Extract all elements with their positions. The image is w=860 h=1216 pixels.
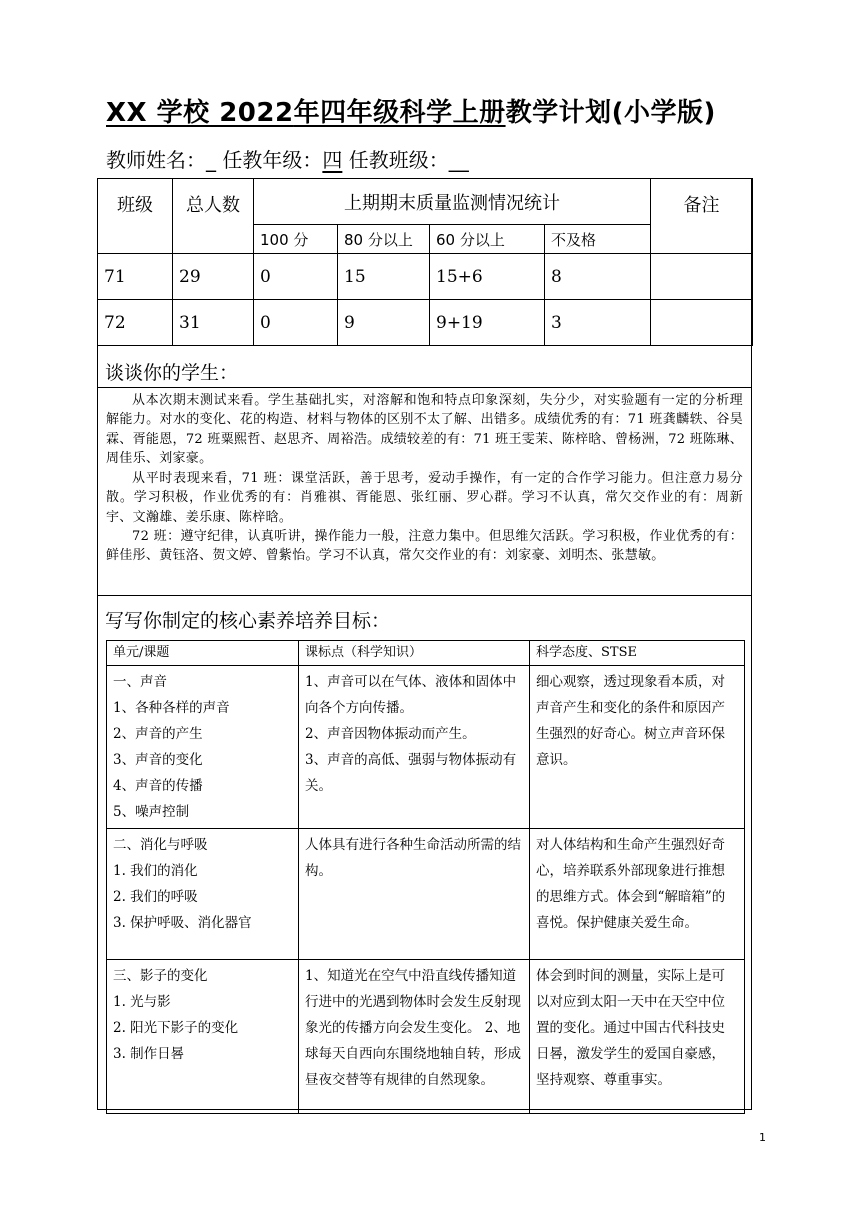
knowledge-cell: 人体具有进行各种生命活动所需的结构。 <box>299 829 530 960</box>
unit-lesson: 1. 光与影 <box>113 994 171 1010</box>
header-attitude: 科学态度、STSE <box>530 641 745 666</box>
title-rest: 教学计划(小学版) <box>505 98 716 128</box>
cell-100: 0 <box>254 254 338 300</box>
header-total: 总人数 <box>173 179 254 254</box>
table-row <box>107 829 745 960</box>
goals-header-row <box>107 641 745 666</box>
header-exam-stats: 上期期末质量监测情况统计 <box>254 179 651 225</box>
unit-lesson: 1、各种各样的声音 <box>113 700 230 716</box>
unit-title: 一、声音 <box>113 674 167 690</box>
students-paragraph-1: 从本次期末测试来看。学生基础扎实，对溶解和饱和特点印象深刻，失分少，对实验题有一定的分析理解能力。对水的变化、花的构造、材料与物体的区别不太了解、出错多。成绩优秀的有：71 班龚麟轶、谷昊霖、胥能恩，72 班粟熙哲、赵思齐、周裕浩。成绩较差的有：71 班王雯茉、陈梓晗、曾杨洲，72 班陈琳、周佳乐、刘家豪。 <box>106 393 743 467</box>
attitude-cell: 细心观察，透过现象看本质，对声音产生和变化的条件和原因产生强烈的好奇心。树立声音环保意识。 <box>530 666 745 829</box>
cell-80: 15 <box>338 254 430 300</box>
teaching-class-value: __ <box>448 148 469 172</box>
cell-fail: 8 <box>545 254 651 300</box>
cell-total: 31 <box>173 300 254 346</box>
header-knowledge: 课标点（科学知识） <box>299 641 530 666</box>
subheader-80-plus: 80 分以上 <box>338 225 430 254</box>
subheader-fail: 不及格 <box>545 225 651 254</box>
teaching-grade-label: 任教年级： <box>222 148 323 172</box>
cell-100: 0 <box>254 300 338 346</box>
teaching-class-label: 任教班级： <box>348 148 449 172</box>
page-number: 1 <box>759 1131 766 1144</box>
cell-fail: 3 <box>545 300 651 346</box>
teaching-grade-value: 四 <box>322 148 343 172</box>
header-class: 班级 <box>98 179 173 254</box>
header-note: 备注 <box>651 179 753 254</box>
title-school: XX 学校 2022 <box>106 98 294 128</box>
cell-class: 72 <box>98 300 173 346</box>
unit-cell <box>107 960 299 1114</box>
subheader-60-plus: 60 分以上 <box>430 225 545 254</box>
unit-title: 二、消化与呼吸 <box>113 837 208 853</box>
unit-cell <box>107 829 299 960</box>
unit-lesson: 3、声音的变化 <box>113 752 203 768</box>
knowledge-cell: 1、知道光在空气中沿直线传播知道行进中的光遇到物体时会发生反射现象光的传播方向会发生变化。 2、地球每天自西向东围绕地轴自转，形成昼夜交替等有规律的自然现象。 <box>299 960 530 1114</box>
subheader-100: 100 分 <box>254 225 338 254</box>
core-literacy-goals-table <box>106 640 745 1114</box>
unit-title: 三、影子的变化 <box>113 968 208 984</box>
document-title <box>106 92 766 129</box>
attitude-cell: 体会到时间的测量，实际上是可以对应到太阳一天中在天空中位置的变化。通过中国古代科技史日晷，激发学生的爱国自豪感，坚持观察、尊重事实。 <box>530 960 745 1114</box>
divider <box>97 387 752 388</box>
knowledge-cell: 1、声音可以在气体、液体和固体中向各个方向传播。 2、声音因物体振动而产生。 3、声音的高低、强弱与物体振动有关。 <box>299 666 530 829</box>
header-unit: 单元/课题 <box>107 641 299 666</box>
cell-80: 9 <box>338 300 430 346</box>
table-row <box>98 254 753 300</box>
unit-lesson: 2. 阳光下影子的变化 <box>113 1020 239 1036</box>
table-row <box>98 300 753 346</box>
unit-lesson: 2、声音的产生 <box>113 726 203 742</box>
teacher-info-line <box>106 144 766 173</box>
table-row <box>107 666 745 829</box>
attitude-cell: 对人体结构和生命产生强烈好奇心，培养联系外部现象进行推想的思维方式。体会到“解暗箱”的喜悦。保护健康关爱生命。 <box>530 829 745 960</box>
unit-lesson: 3. 制作日晷 <box>113 1046 185 1062</box>
table-row <box>107 960 745 1114</box>
cell-note <box>651 300 753 346</box>
unit-lesson: 5、噪声控制 <box>113 804 190 820</box>
unit-lesson: 3. 保护呼吸、消化器官 <box>113 915 252 931</box>
students-paragraph-3: 72 班：遵守纪律，认真听讲，操作能力一般，注意力集中。但思维欠活跃。学习积极，作业优秀的有：鲜佳彤、黄钰洛、贺文婷、曾紫怡。学习不认真，常欠交作业的有：刘家豪、刘明杰、张慧敏。 <box>106 529 743 564</box>
cell-class: 71 <box>98 254 173 300</box>
title-grade-subject: 年四年级科学上册 <box>293 98 506 128</box>
divider <box>97 595 752 596</box>
goals-section-heading: 写写你制定的核心素养培养目标： <box>105 610 391 632</box>
students-paragraph-2: 从平时表现来看，71 班：课堂活跃，善于思考，爱动手操作，有一定的合作学习能力。但注意力易分散。学习积极，作业优秀的有：肖雅祺、胥能恩、张红丽、罗心群。学习不认真，常欠交作业的有：周新宇、文瀚雄、姜乐康、陈梓晗。 <box>106 471 743 525</box>
exam-stats-table <box>97 178 753 346</box>
cell-60: 15+6 <box>430 254 545 300</box>
unit-cell <box>107 666 299 829</box>
unit-lesson: 1. 我们的消化 <box>113 863 198 879</box>
cell-total: 29 <box>173 254 254 300</box>
unit-lesson: 2. 我们的呼吸 <box>113 889 198 905</box>
unit-lesson: 4、声音的传播 <box>113 778 203 794</box>
students-section-heading: 谈谈你的学生： <box>105 362 239 384</box>
teacher-name-value: _ <box>206 148 216 172</box>
cell-note <box>651 254 753 300</box>
teacher-name-label: 教师姓名： <box>106 148 206 172</box>
cell-60: 9+19 <box>430 300 545 346</box>
